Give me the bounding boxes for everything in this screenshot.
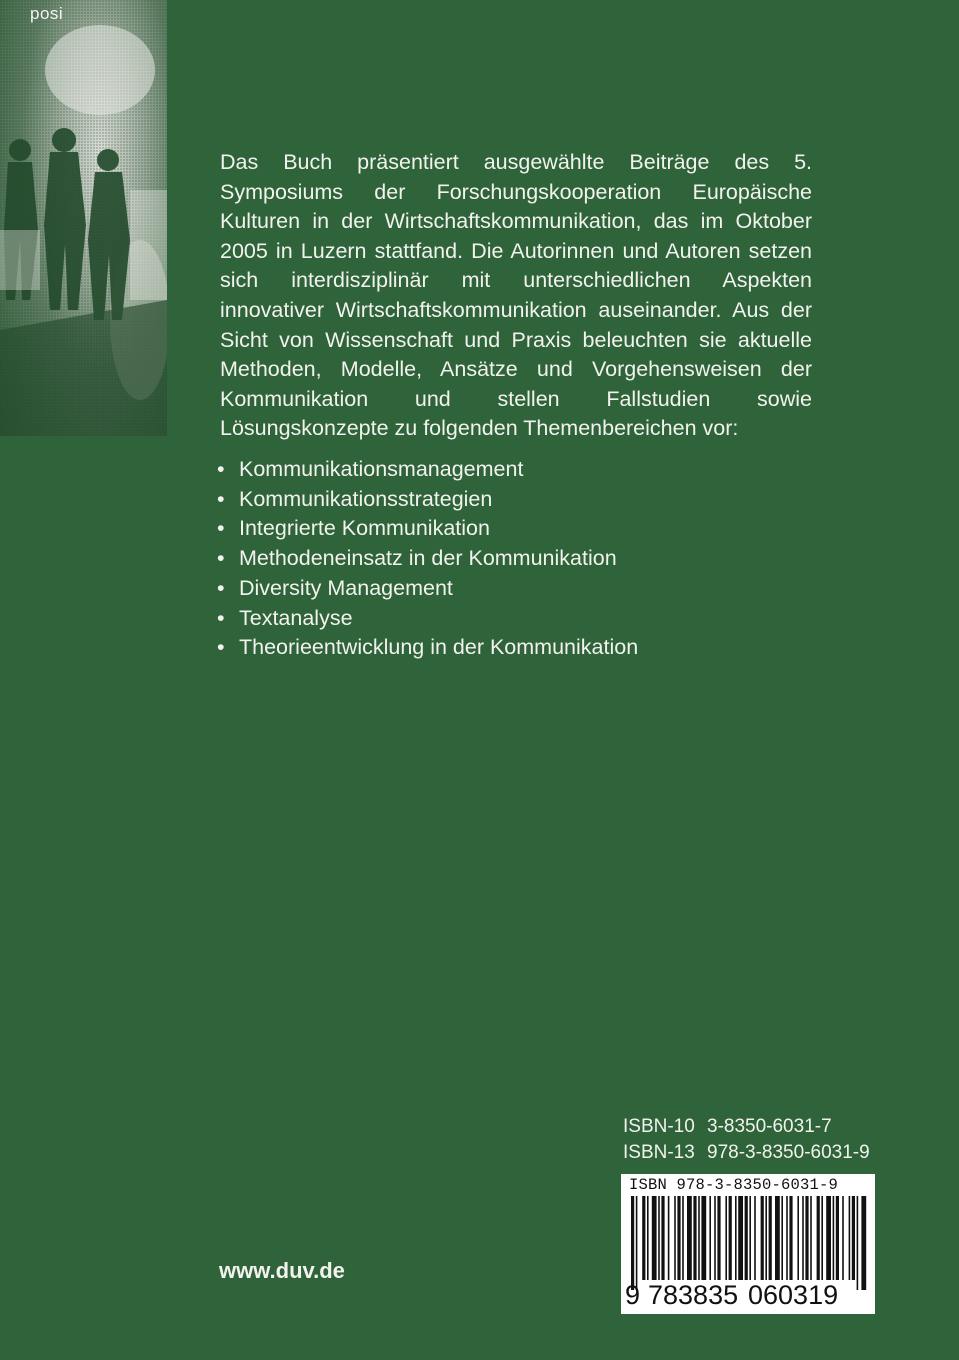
barcode-bar — [631, 1196, 634, 1290]
barcode-bar — [765, 1196, 767, 1280]
list-item — [217, 544, 638, 574]
barcode-bar — [677, 1196, 680, 1280]
barcode-bar — [789, 1196, 792, 1280]
bullet-icon: • — [217, 546, 225, 571]
barcode-right-group: 060319 — [748, 1280, 839, 1310]
barcode-bar — [797, 1196, 799, 1280]
topic-label: Theorieentwicklung in der Kommunikation — [239, 635, 639, 660]
list-item — [217, 633, 638, 663]
barcode-bar — [661, 1196, 664, 1280]
barcode-bar — [698, 1196, 700, 1280]
barcode-bar — [754, 1196, 756, 1280]
barcode-bar — [725, 1196, 727, 1280]
bullet-icon: • — [217, 575, 225, 600]
list-item — [217, 455, 638, 485]
barcode-bar — [682, 1196, 684, 1280]
barcode-bar — [769, 1196, 772, 1280]
isbn10-value: 3-8350-6031-7 — [707, 1116, 832, 1137]
barcode-bar — [836, 1196, 839, 1280]
barcode-bar — [802, 1196, 804, 1280]
barcode-bar — [693, 1196, 696, 1280]
people-silhouettes-image — [0, 0, 167, 436]
barcode-bar — [738, 1196, 743, 1280]
topic-label: Diversity Management — [239, 575, 453, 600]
topic-label: Textanalyse — [239, 605, 353, 630]
barcode-bar — [805, 1196, 808, 1280]
barcode-bar — [652, 1196, 657, 1280]
barcode-bar — [833, 1196, 835, 1280]
isbn-info — [623, 1114, 870, 1166]
barcode-bar — [826, 1196, 831, 1280]
list-item — [217, 485, 638, 515]
barcode-bars — [627, 1196, 869, 1292]
isbn13-label: ISBN-13 — [623, 1142, 695, 1163]
barcode-bar — [674, 1196, 676, 1280]
barcode-isbn-text: ISBN 978-3-8350-6031-9 — [629, 1176, 839, 1194]
barcode-bar — [842, 1196, 844, 1280]
barcode-bar — [852, 1196, 855, 1280]
book-description: Das Buch präsentiert ausgewählte Beiträge des 5. Symposiums der Forschungskooperation Europäische Kulturen in der Wirtschaftskommunikation, das im Oktober 2005 in Luzern stattfand. Die Autorinnen und Autoren setzen sich interdisziplinär mit unterschiedlichen Aspekten innovativer Wirtschaftskommunikation auseinander. Aus der Sicht von Wissenschaft und Praxis beleuchten sie aktuelle Methoden, Modelle, Ansätze und Vorgehensweisen der Kommunikation und stellen Fallstudien sowie Lösungskonzepte zu folgenden Themenbereichen vor: — [220, 150, 812, 441]
barcode — [621, 1174, 875, 1314]
isbn10-label: ISBN-10 — [623, 1116, 695, 1137]
isbn10-row — [623, 1114, 870, 1140]
barcode-bar — [810, 1196, 812, 1280]
bullet-icon: • — [217, 486, 225, 511]
website-url: www.duv.de — [219, 1258, 345, 1283]
barcode-left-group: 783835 — [648, 1280, 739, 1310]
barcode-bar — [857, 1196, 859, 1290]
cover-photo — [0, 0, 167, 436]
bullet-icon: • — [217, 605, 225, 630]
barcode-bar — [849, 1196, 851, 1280]
barcode-bar — [729, 1196, 732, 1280]
bullet-icon: • — [217, 635, 225, 660]
barcode-bar — [817, 1196, 820, 1280]
barcode-bar — [775, 1196, 780, 1280]
topic-label: Kommunikationsstrategien — [239, 486, 493, 511]
isbn13-value: 978-3-8350-6031-9 — [707, 1142, 870, 1163]
barcode-bar — [781, 1196, 783, 1290]
barcode-bar — [642, 1196, 645, 1280]
topic-label: Integrierte Kommunikation — [239, 516, 490, 541]
barcode-bar — [717, 1196, 720, 1280]
barcode-bar — [668, 1196, 670, 1280]
barcode-bar — [861, 1196, 866, 1290]
barcode-bar — [786, 1196, 788, 1280]
barcode-bar — [636, 1196, 638, 1290]
barcode-bar — [714, 1196, 716, 1280]
topic-label: Methodeneinsatz in der Kommunikation — [239, 546, 617, 571]
topic-label: Kommunikationsmanagement — [239, 457, 524, 481]
bullet-icon: • — [217, 516, 225, 541]
barcode-bar — [749, 1196, 751, 1280]
list-item — [217, 574, 638, 604]
barcode-bar — [745, 1196, 748, 1280]
barcode-bar — [701, 1196, 706, 1280]
bullet-icon: • — [217, 457, 225, 481]
barcode-bar — [647, 1196, 649, 1280]
barcode-bar — [735, 1196, 737, 1280]
barcode-bar — [709, 1196, 711, 1280]
barcode-bar — [821, 1196, 823, 1280]
barcode-first-digit: 9 — [625, 1280, 641, 1310]
isbn13-row — [623, 1140, 870, 1166]
barcode-bar — [658, 1196, 660, 1280]
list-item — [217, 514, 638, 544]
list-item — [217, 604, 638, 634]
photo-caption: posi — [30, 4, 64, 23]
topics-list — [217, 455, 638, 663]
barcode-bar — [687, 1196, 692, 1280]
barcode-bar — [761, 1196, 764, 1280]
